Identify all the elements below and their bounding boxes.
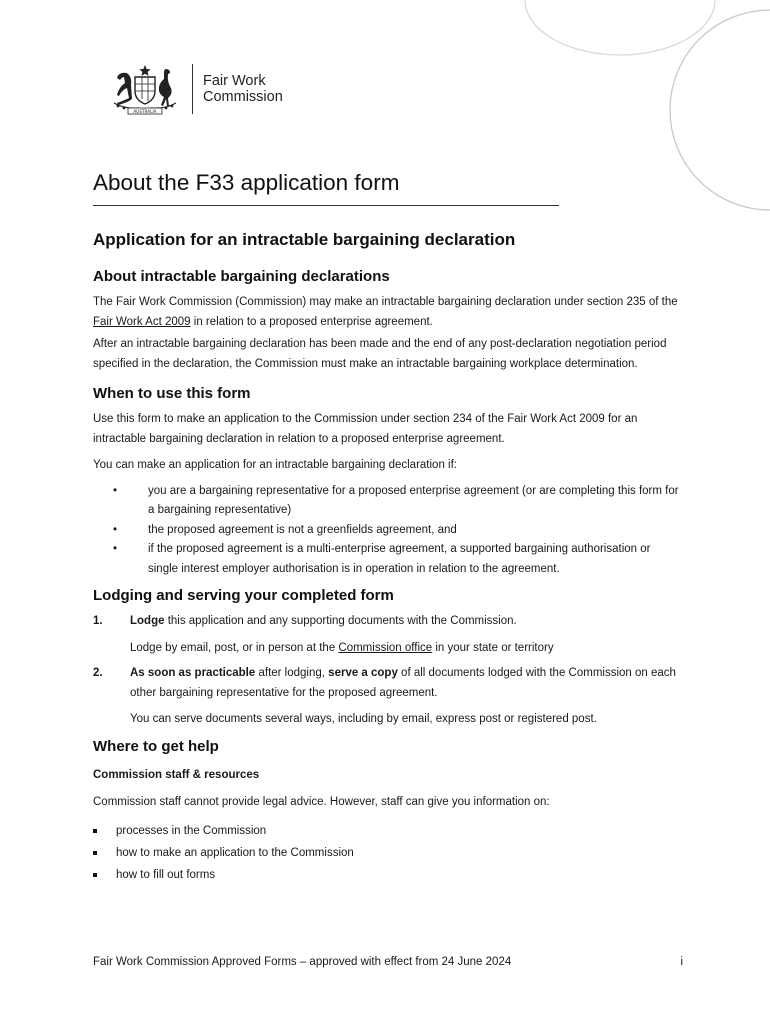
heading-about: About intractable bargaining declarations [93, 268, 390, 285]
heading-when: When to use this form [93, 385, 251, 402]
logo-divider [192, 64, 193, 114]
heading-help: Where to get help [93, 737, 219, 755]
page-number: i [680, 956, 683, 968]
step-number: 1. [93, 615, 103, 627]
footer-text: Fair Work Commission Approved Forms – approved with effect from 24 June 2024 [93, 956, 512, 968]
org-name-line1: Fair Work [203, 73, 266, 89]
coat-of-arms-icon [108, 63, 182, 115]
step-1-sub-text: Lodge by email, post, or in person at the [130, 641, 339, 654]
step-2 [93, 664, 683, 730]
list-item: • if the proposed agreement is a multi-enterprise agreement, a supported bargaining authorisation or single interest employer authorisation is in operation in relation to the agreement. [93, 540, 683, 579]
org-name [203, 73, 283, 105]
step-1-text: this application and any supporting documents with the Commission. [164, 615, 517, 627]
lodging-steps [93, 612, 683, 730]
about-paragraph-1 [93, 293, 683, 332]
page-footer [93, 956, 683, 968]
about-p1-text-end: in relation to a proposed enterprise agreement. [190, 315, 433, 328]
step-1-bold: Lodge [130, 615, 165, 627]
help-paragraph: Commission staff cannot provide legal advice. However, staff can give you information on: [93, 795, 550, 808]
step-2-text-1: after lodging, [255, 667, 329, 679]
eligibility-list [93, 482, 683, 580]
about-paragraph-2: After an intractable bargaining declaration has been made and the end of any post-declaration negotiation period specified in the declaration, the Commission must make an intractable bargaining workplace determination. [93, 338, 667, 370]
step-2-sub: You can serve documents several ways, including by email, express post or registered post. [130, 713, 597, 725]
step-number: 2. [93, 667, 103, 679]
help-list [93, 820, 683, 886]
commission-office-link[interactable]: Commission office [338, 641, 433, 654]
step-1-sub [130, 639, 683, 659]
fair-work-act-link[interactable]: Fair Work Act 2009 [93, 315, 191, 328]
list-item: • the proposed agreement is not a greenfields agreement, and [93, 521, 683, 541]
org-name-line2: Commission [203, 89, 283, 105]
heading-staff-resources: Commission staff & resources [93, 768, 260, 781]
step-2-bold-1: As soon as practicable [130, 667, 256, 679]
page-title: About the F33 application form [93, 170, 559, 206]
heading-lodging: Lodging and serving your completed form [93, 587, 394, 604]
when-paragraph-2: You can make an application for an intractable bargaining declaration if: [93, 459, 457, 471]
when-paragraph-1: Use this form to make an application to the Commission under section 234 of the Fair Work Act 2009 for an intractable bargaining declaration in relation to a proposed enterprise agreement. [93, 413, 638, 445]
list-item: how to make an application to the Commission [93, 842, 683, 864]
list-item: processes in the Commission [93, 820, 683, 842]
step-2-bold-2: serve a copy [328, 667, 398, 679]
crest-label: AUSTRALIA [133, 109, 157, 114]
step-2-text-2: of all documents lodged with the Commission on each other bargaining representative for the proposed agreement. [130, 667, 676, 699]
fwc-logo [108, 63, 283, 115]
form-subtitle: Application for an intractable bargaining declaration [93, 230, 516, 249]
step-1-sub-text-end: in your state or territory [432, 641, 554, 654]
list-item: how to fill out forms [93, 864, 683, 886]
step-1 [93, 612, 683, 658]
about-p1-text: The Fair Work Commission (Commission) may make an intractable bargaining declaration under section 235 of the [93, 296, 678, 308]
main-content [93, 230, 683, 886]
list-item: • you are a bargaining representative for a proposed enterprise agreement (or are completing this form for a bargaining representative) [93, 482, 683, 521]
